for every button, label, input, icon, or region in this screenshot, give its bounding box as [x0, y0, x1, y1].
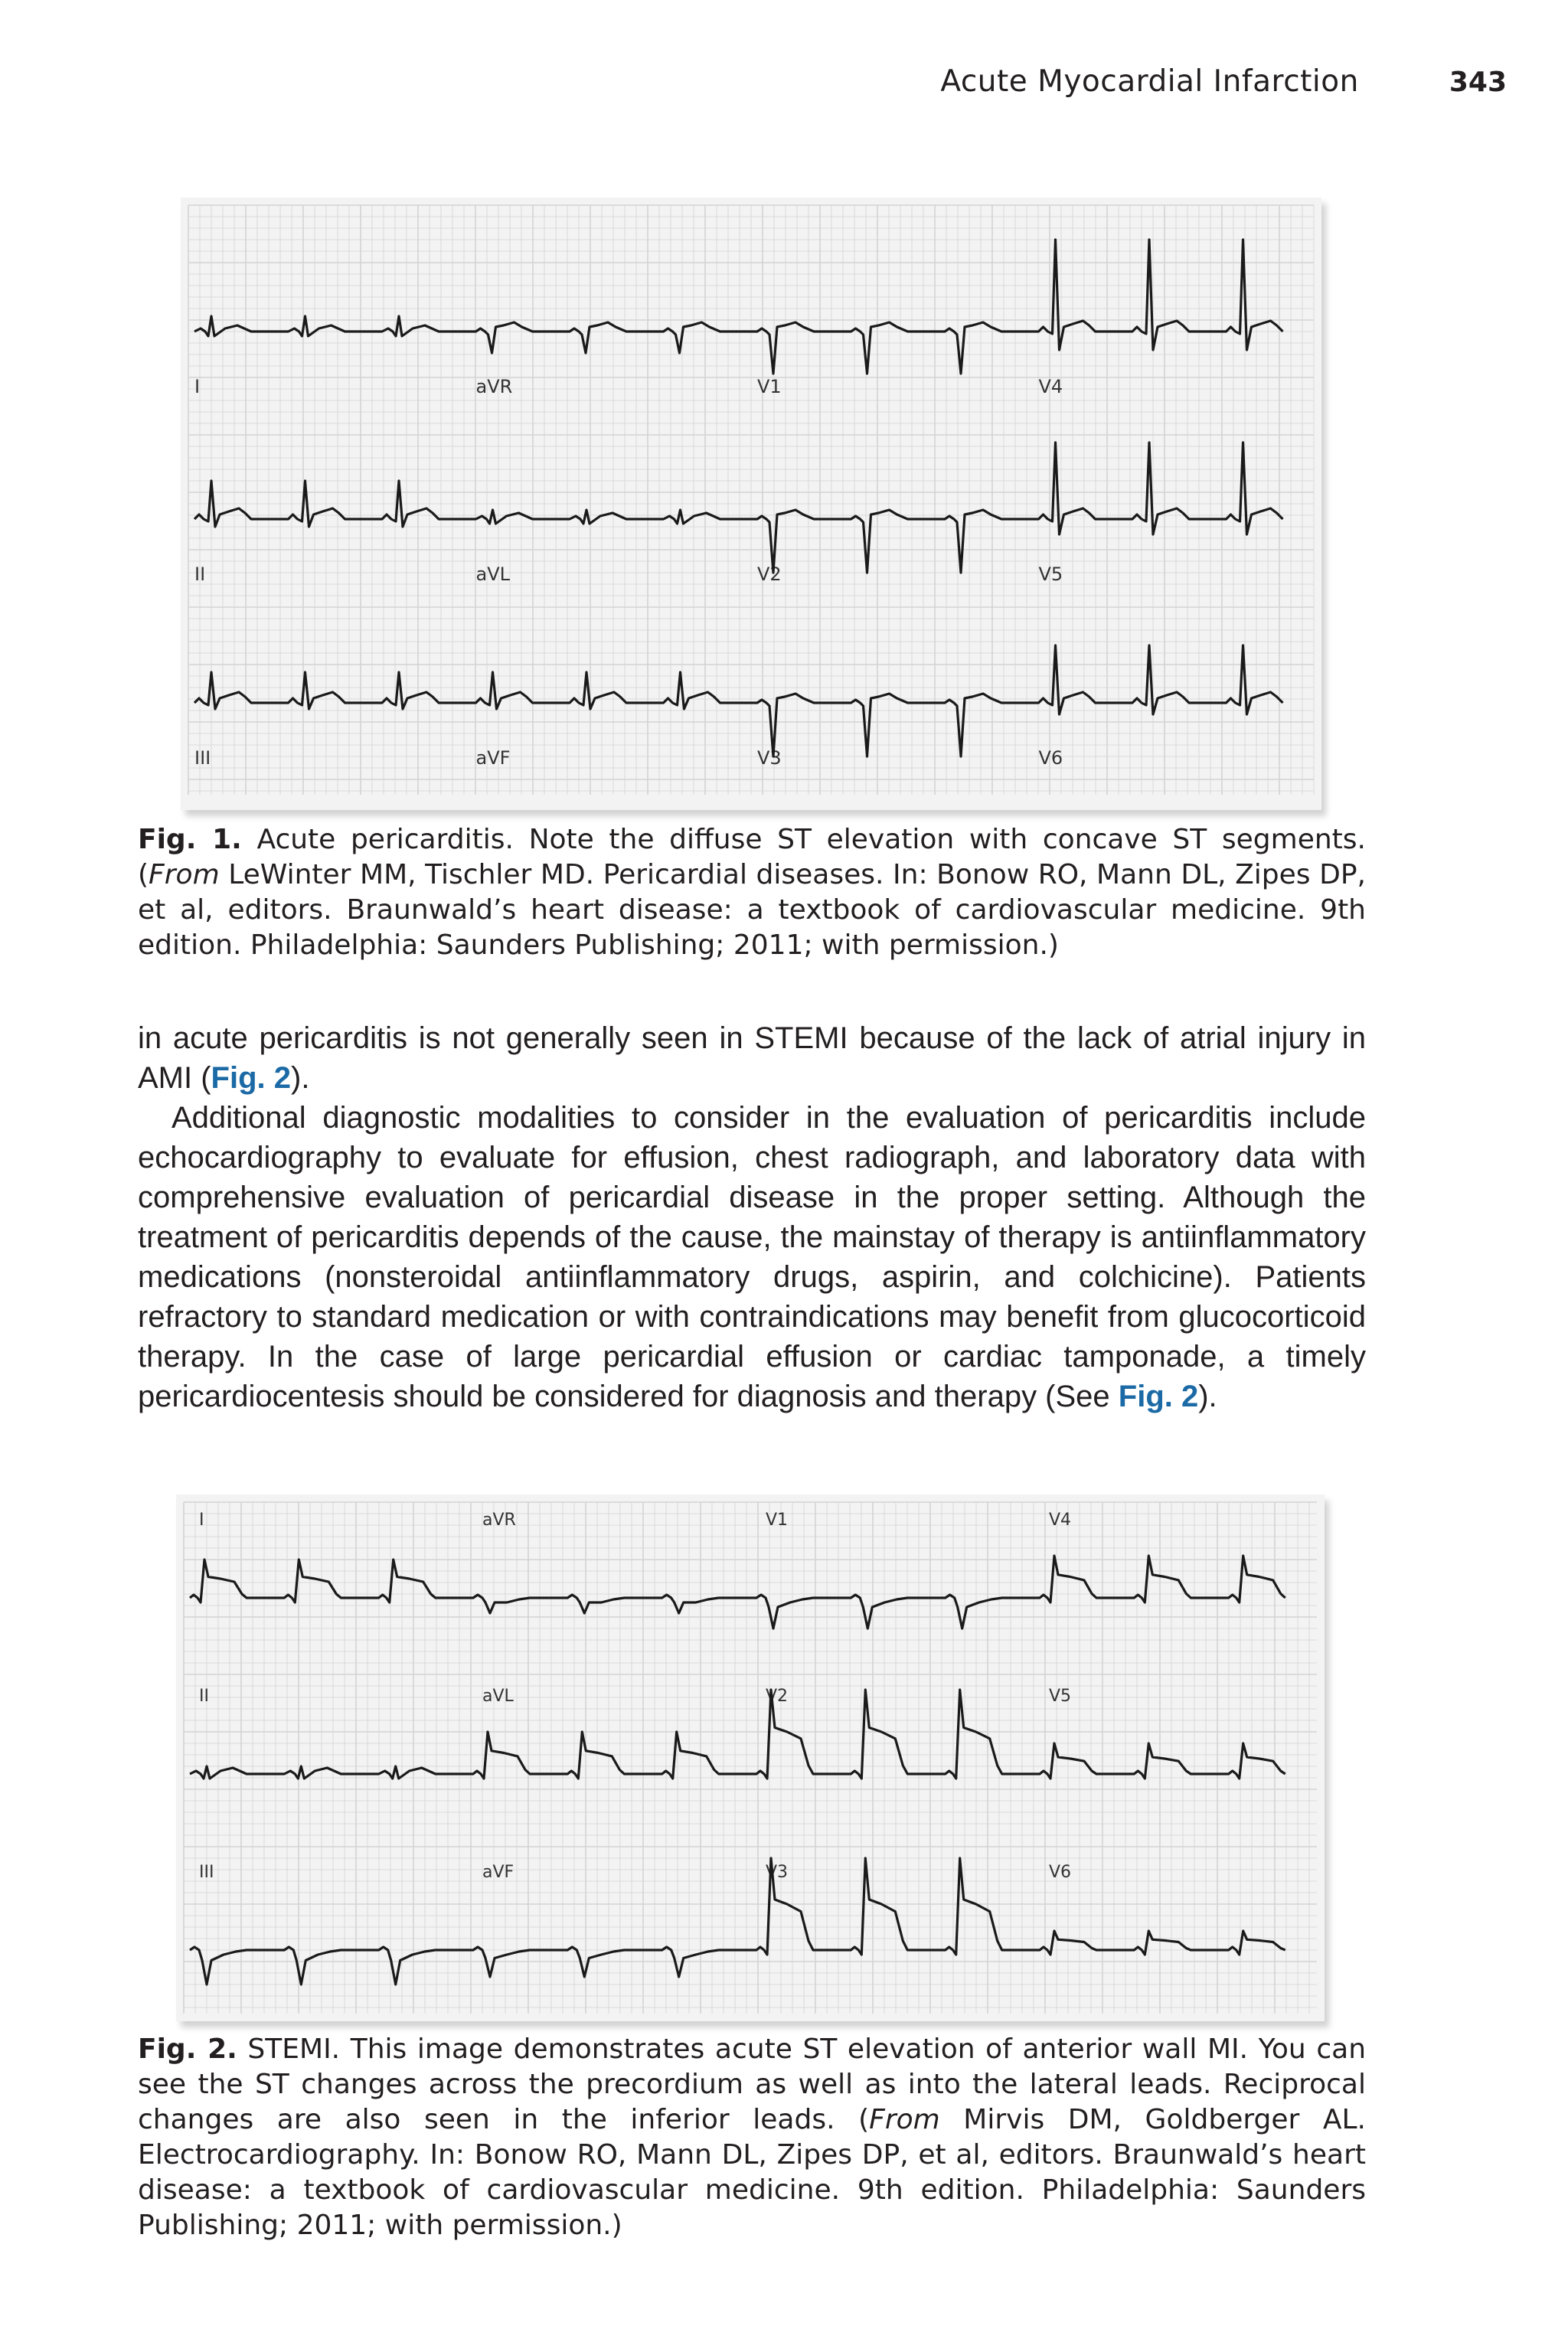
lead-label-v4: V4	[1038, 376, 1063, 397]
ecg-trace-row-3	[190, 1858, 1285, 1984]
ecg-trace-row-3	[194, 645, 1283, 756]
figure-1-caption-text-b: LeWinter MM, Tischler MD. Pericardial diseases. In: Bonow RO, Mann DL, Zipes DP, et al, editors. Braunwald’s heart disease: a textbook of cardiovascular medicine. 9th edition. Philadelphia: Saunders Publishing; 2011; with permission.)	[138, 859, 1366, 961]
running-head	[138, 64, 1507, 99]
lead-label-v2: V2	[766, 1687, 789, 1706]
figure-2-reference-link[interactable]: Fig. 2	[1118, 1380, 1199, 1413]
ecg-trace-row-1	[194, 240, 1283, 374]
figure-1-caption-text-a: Acute pericarditis. Note the diffuse ST elevation with concave ST segments. (	[138, 824, 1366, 890]
figure-1-label: Fig. 1.	[138, 824, 242, 855]
lead-label-v6: V6	[1038, 747, 1063, 769]
para-1-text-b: ).	[291, 1061, 310, 1095]
ecg-grid	[188, 205, 1314, 795]
figure-2-caption-from: From	[869, 2104, 940, 2135]
lead-label-v2: V2	[757, 564, 782, 585]
lead-label-iii: III	[194, 747, 211, 769]
lead-label-i: I	[199, 1511, 204, 1530]
journal-title: Acute Myocardial Infarction	[940, 64, 1359, 99]
lead-label-v5: V5	[1049, 1687, 1072, 1706]
figure-1-caption	[138, 822, 1366, 963]
lead-label-avf: aVF	[475, 747, 511, 769]
figure-2-caption-text-b: Mirvis DM, Goldberger AL. Electrocardiography. In: Bonow RO, Mann DL, Zipes DP, et al, editors. Braunwald’s heart disease: a textbook of cardiovascular medicine. 9th edition. Philadelphia: Saunders Publishing; 2011; with permission.)	[138, 2104, 1366, 2241]
lead-label-v1: V1	[757, 376, 782, 397]
lead-label-iii: III	[199, 1863, 214, 1882]
lead-label-v3: V3	[766, 1863, 789, 1882]
para-1-text-a: in acute pericarditis is not generally seen in STEMI because of the lack of atrial injury in AMI (	[138, 1021, 1366, 1095]
ecg-trace-row-2	[190, 1690, 1285, 1779]
ecg-trace-row-2	[194, 443, 1283, 573]
lead-label-avl: aVL	[475, 564, 510, 585]
lead-label-avl: aVL	[482, 1687, 514, 1706]
ecg-tracing-figure-1	[181, 198, 1321, 810]
lead-label-v5: V5	[1038, 564, 1063, 585]
lead-label-v3: V3	[757, 747, 782, 769]
page-number: 343	[1449, 67, 1507, 98]
body-paragraph-1	[138, 1018, 1366, 1098]
lead-label-ii: II	[194, 564, 206, 585]
lead-label-i: I	[194, 376, 201, 397]
figure-1-caption-from: From	[149, 859, 220, 890]
ecg-tracing-figure-2	[176, 1494, 1325, 2021]
lead-label-v4: V4	[1049, 1511, 1072, 1530]
body-paragraph-2	[138, 1098, 1366, 1416]
lead-label-v1: V1	[766, 1511, 789, 1530]
figure-2-caption	[138, 2032, 1366, 2243]
figure-2-caption-text-a: STEMI. This image demonstrates acute ST elevation of anterior wall MI. You can see the ST changes across the precordium as well as into the lateral leads. Reciprocal changes are also seen in the inferior leads. (	[138, 2034, 1367, 2135]
para-2-text-b: ).	[1198, 1380, 1217, 1413]
lead-label-ii: II	[199, 1687, 209, 1706]
lead-label-avf: aVF	[482, 1863, 514, 1882]
para-2-text-a: Additional diagnostic modalities to consider in the evaluation of pericarditis include echocardiography to evaluate for effusion, chest radiograph, and laboratory data with comprehensive evaluation of pericardial disease in the proper setting. Although the treatment of pericarditis depends of the cause, the mainstay of therapy is antiinflammatory medications (nonsteroidal antiinflammatory drugs, aspirin, and colchicine). Patients refractory to standard medication or with contraindications may benefit from glucocorticoid therapy. In the case of large pericardial effusion or cardiac tamponade, a timely pericardiocentesis should be considered for diagnosis and therapy (See	[138, 1101, 1366, 1413]
figure-2-label: Fig. 2.	[138, 2034, 237, 2065]
lead-label-v6: V6	[1049, 1863, 1072, 1882]
lead-label-avr: aVR	[482, 1511, 516, 1530]
figure-1-ecg-pericarditis	[181, 198, 1321, 810]
lead-label-avr: aVR	[475, 376, 513, 397]
figure-2-reference-link[interactable]: Fig. 2	[211, 1061, 291, 1095]
figure-2-ecg-stemi	[176, 1494, 1325, 2021]
